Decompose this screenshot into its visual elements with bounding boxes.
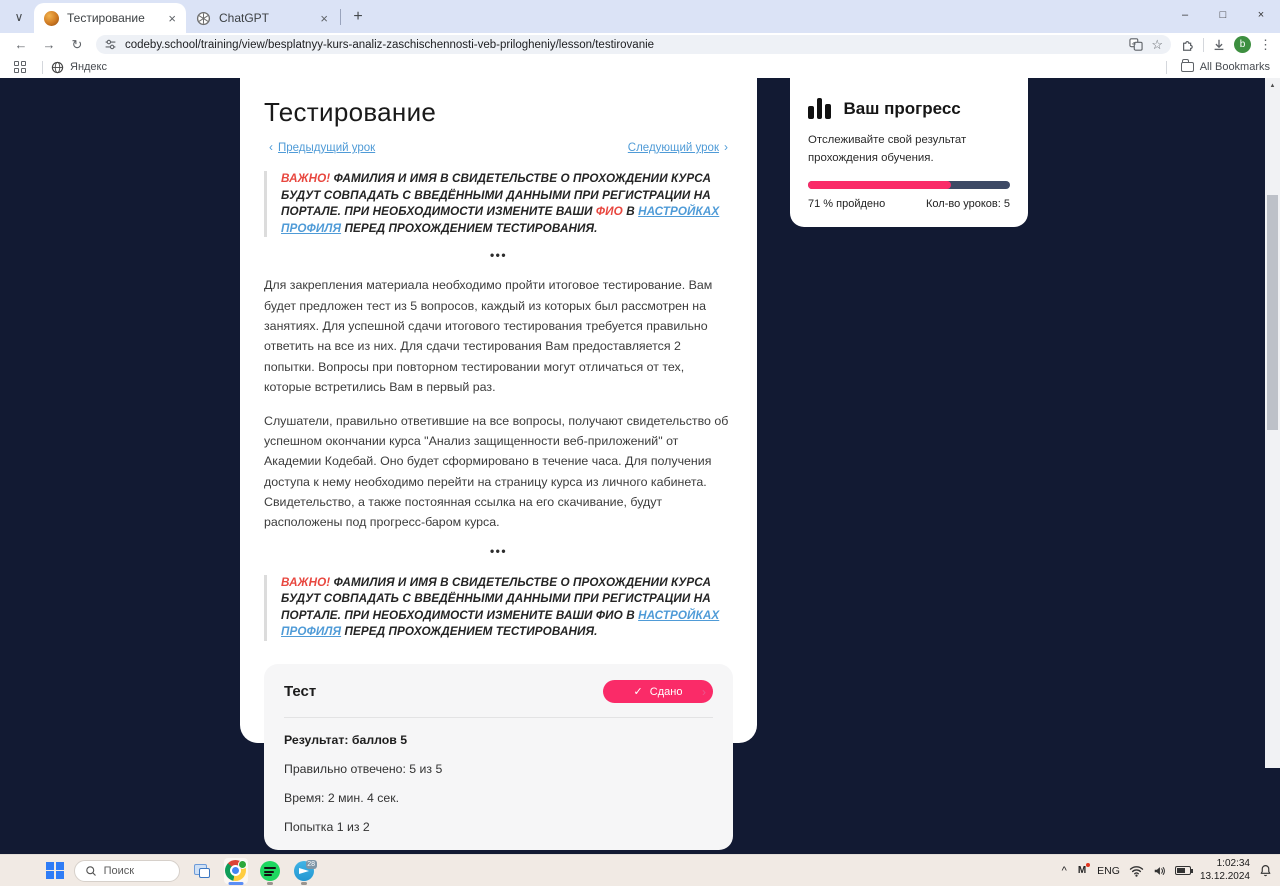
- folder-icon: [1181, 62, 1194, 72]
- warning-label: ВАЖНО!: [281, 575, 331, 589]
- warning-fio: ФИО: [595, 205, 623, 219]
- divider: [284, 717, 713, 718]
- downloads-icon[interactable]: [1212, 38, 1226, 52]
- chrome-taskbar-icon[interactable]: [224, 858, 248, 884]
- tab-search-button[interactable]: ∨: [6, 4, 32, 30]
- page-viewport: [0, 78, 1280, 834]
- hidden-icons-button[interactable]: ^: [1061, 864, 1067, 877]
- test-result-card: [264, 664, 733, 850]
- tab-chatgpt[interactable]: [186, 3, 338, 33]
- warning-fio: ФИО: [595, 608, 623, 622]
- bookmark-star-icon[interactable]: ☆: [1151, 36, 1163, 52]
- apps-grid-icon[interactable]: [14, 61, 26, 73]
- close-window-icon[interactable]: ×: [1257, 9, 1265, 21]
- reload-button[interactable]: ↻: [64, 37, 90, 53]
- passed-label: Сдано: [649, 685, 683, 698]
- progress-fill: [808, 181, 951, 189]
- tab-title: Тестирование: [67, 11, 145, 25]
- minimize-icon[interactable]: –: [1181, 9, 1189, 21]
- search-icon: [85, 865, 97, 877]
- profile-avatar[interactable]: b: [1234, 36, 1251, 53]
- telegram-icon: [294, 861, 314, 881]
- bookmark-label: Яндекс: [70, 61, 107, 73]
- scroll-up-icon[interactable]: ▲: [1269, 83, 1276, 89]
- toolbar-divider: [1203, 38, 1204, 52]
- bookmarks-divider: [42, 61, 43, 74]
- spotify-taskbar-icon[interactable]: [258, 858, 282, 884]
- address-bar[interactable]: [96, 35, 1171, 54]
- codeby-favicon-icon: [44, 11, 59, 26]
- dots-separator: •••: [489, 543, 508, 558]
- windows-taskbar: [0, 854, 1280, 886]
- spotify-icon: [260, 861, 280, 881]
- extensions-icon[interactable]: [1181, 38, 1195, 52]
- chrome-icon: [225, 860, 246, 881]
- profile-settings-link[interactable]: НАСТРОЙКАХ ПРОФИЛЯ: [281, 608, 720, 639]
- taskbar-clock[interactable]: [1200, 858, 1250, 883]
- all-bookmarks-label: All Bookmarks: [1199, 61, 1270, 73]
- site-settings-icon[interactable]: [104, 38, 117, 51]
- warning-label: ВАЖНО!: [281, 172, 331, 185]
- next-lesson-link[interactable]: Следующий урок: [627, 142, 719, 154]
- tab-close-icon[interactable]: ×: [168, 10, 176, 26]
- profile-settings-link[interactable]: НАСТРОЙКАХ ПРОФИЛЯ: [281, 205, 720, 235]
- back-button[interactable]: ←: [8, 37, 34, 52]
- progress-description: Отслеживайте свой результат прохождения обучения.: [808, 134, 967, 164]
- search-placeholder: Поиск: [103, 864, 135, 877]
- chevron-left-icon: ‹: [269, 140, 273, 154]
- browser-menu-icon[interactable]: ⋮: [1259, 36, 1272, 52]
- globe-icon: [51, 61, 64, 74]
- chrome-profile-badge: [238, 860, 247, 869]
- window-controls: [1166, 0, 1280, 30]
- result-answered: Правильно отвечено: 5 из 5: [284, 762, 443, 776]
- page-title: Тестирование: [264, 97, 437, 127]
- browser-chrome: [0, 0, 1280, 78]
- translate-icon[interactable]: [1129, 38, 1143, 51]
- lesson-paragraph: Слушатели, правильно ответившие на все вопросы, получают свидетельство об успешном окончании курса "Анализ защищенности веб-приложений" от Академии Кодебай. Оно будет сформировано в течение часа. Для получения доступа к нему необходимо перейти на страницу курса из личного кабинета. Свидетельство, а также постоянная ссылка на его скачивание, будут расположены под прогресс-баром курса.: [264, 413, 729, 530]
- result-score: Результат: баллов 5: [284, 733, 408, 747]
- warning-block-1: ВАЖНО! ФАМИЛИЯ И ИМЯ В СВИДЕТЕЛЬСТВЕ О ПРОХОЖДЕНИИ КУРСА БУДУТ СОВПАДАТЬ С ВВЕДЁННЫМИ ДАННЫМИ ПРИ РЕГИСТРАЦИИ НА ПОРТАЛЕ. ПРИ НЕОБХОДИМОСТИ ИЗМЕНИТЕ ВАШИ ФИО В НАСТРОЙКАХ ПРОФИЛЯ ПЕРЕД ПРОХОЖДЕНИЕМ ТЕСТИРОВАНИЯ.: [264, 171, 733, 237]
- lesson-card: [240, 78, 757, 834]
- page-scrollbar[interactable]: [1265, 78, 1280, 768]
- scrollbar-thumb[interactable]: [1267, 195, 1278, 430]
- check-icon: ✓: [633, 686, 643, 698]
- warning-text: ФАМИЛИЯ И ИМЯ В СВИДЕТЕЛЬСТВЕ О ПРОХОЖДЕНИИ КУРСА БУДУТ СОВПАДАТЬ С ВВЕДЁННЫМИ ДАННЫМИ ПРИ РЕГИСТРАЦИИ НА ПОРТАЛЕ. ПРИ НЕОБХОДИМОСТИ ИЗМЕНИТЕ ВАШИ: [281, 575, 712, 622]
- prev-lesson-link[interactable]: Предыдущий урок: [278, 142, 376, 154]
- tab-title: ChatGPT: [219, 11, 270, 25]
- toolbar-right-cluster: [1177, 36, 1272, 53]
- tab-strip: [0, 0, 1280, 33]
- wifi-icon[interactable]: [1129, 865, 1144, 877]
- warning-text: ФАМИЛИЯ И ИМЯ В СВИДЕТЕЛЬСТВЕ О ПРОХОЖДЕНИИ КУРСА БУДУТ СОВПАДАТЬ С ВВЕДЁННЫМИ ДАННЫМИ ПРИ РЕГИСТРАЦИИ НА ПОРТАЛЕ. ПРИ НЕОБХОДИМОСТИ ИЗМЕНИТЕ ВАШИ: [281, 172, 712, 219]
- all-bookmarks[interactable]: [1158, 61, 1270, 74]
- new-tab-button[interactable]: +: [345, 4, 371, 30]
- chevron-right-icon: ›: [702, 684, 706, 699]
- url-text: codeby.school/training/view/besplatnyy-kurs-analiz-zaschischennosti-veb-prilogheniy/lesson/testirovanie: [125, 38, 655, 51]
- test-title: Тест: [284, 683, 317, 700]
- lesson-paragraph: Для закрепления материала необходимо пройти итоговое тестирование. Вам будет предложен тест из 5 вопросов, каждый из которых был рассмотрен на занятиях. Для успешной сдачи итогового тестирования требуется правильно ответить на все из них. Для сдачи тестирования Вам предоставляется 2 попытки. Вопросы при повторном тестировании могут отличаться от тех, которые встретились Вам в первый раз.: [264, 278, 713, 395]
- battery-icon[interactable]: [1175, 866, 1191, 875]
- language-indicator[interactable]: ENG: [1097, 864, 1120, 877]
- tray-app-icon[interactable]: M: [1076, 863, 1088, 878]
- tab-divider: [340, 9, 341, 25]
- progress-title: Ваш прогресс: [843, 98, 961, 118]
- notifications-bell-icon[interactable]: [1259, 864, 1272, 877]
- maximize-icon[interactable]: □: [1219, 9, 1227, 21]
- bookmarks-bar: [0, 56, 1280, 78]
- bar-chart-icon: [808, 98, 831, 119]
- bookmarks-divider: [1166, 61, 1167, 74]
- progress-card: [790, 78, 1028, 227]
- taskbar-search[interactable]: [74, 860, 180, 882]
- lessons-count-label: Кол-во уроков: 5: [926, 198, 1010, 211]
- date-text: 13.12.2024: [1199, 870, 1250, 882]
- progress-bar: [808, 181, 1010, 189]
- chevron-right-icon: ›: [724, 140, 728, 154]
- progress-percent-label: 71 % пройдено: [808, 198, 886, 211]
- dots-separator: •••: [489, 248, 508, 263]
- tab-testirovanie[interactable]: [34, 3, 186, 33]
- warning-text-end: ПЕРЕД ПРОХОЖДЕНИЕМ ТЕСТИРОВАНИЯ.: [344, 221, 598, 235]
- bookmark-yandex[interactable]: [51, 61, 107, 74]
- start-button[interactable]: [46, 862, 64, 880]
- lesson-nav-top: [264, 140, 733, 154]
- result-time: Время: 2 мин. 4 сек.: [284, 791, 400, 805]
- forward-button[interactable]: →: [36, 37, 62, 52]
- chatgpt-favicon-icon: [196, 11, 211, 26]
- tab-close-icon[interactable]: ×: [320, 10, 328, 26]
- warning-text-end: ПЕРЕД ПРОХОЖДЕНИЕМ ТЕСТИРОВАНИЯ.: [344, 625, 598, 639]
- task-view-button[interactable]: [190, 858, 214, 884]
- warning-block-2: ВАЖНО! ФАМИЛИЯ И ИМЯ В СВИДЕТЕЛЬСТВЕ О ПРОХОЖДЕНИИ КУРСА БУДУТ СОВПАДАТЬ С ВВЕДЁННЫМИ ДАННЫМИ ПРИ РЕГИСТРАЦИИ НА ПОРТАЛЕ. ПРИ НЕОБХОДИМОСТИ ИЗМЕНИТЕ ВАШИ ФИО В НАСТРОЙКАХ ПРОФИЛЯ ПЕРЕД ПРОХОЖДЕНИЕМ ТЕСТИРОВАНИЯ.: [264, 575, 733, 641]
- result-attempt: Попытка 1 из 2: [284, 820, 370, 834]
- browser-toolbar: [0, 33, 1280, 56]
- test-passed-button[interactable]: [603, 680, 713, 703]
- telegram-taskbar-icon[interactable]: [292, 858, 316, 884]
- time-text: 1:02:34: [1216, 858, 1250, 869]
- telegram-badge: 28: [307, 860, 315, 868]
- volume-icon[interactable]: [1153, 865, 1166, 877]
